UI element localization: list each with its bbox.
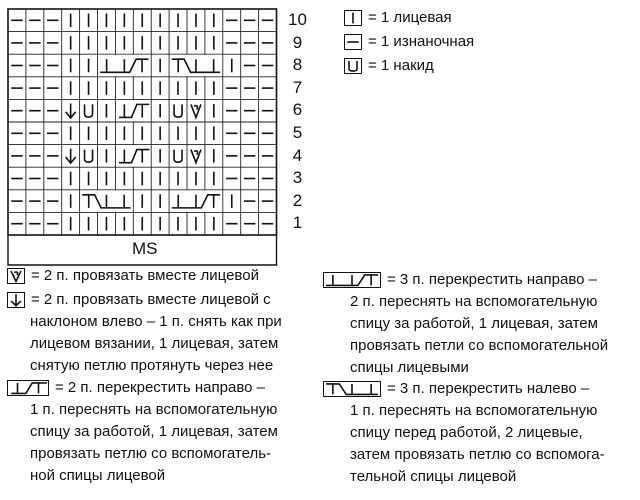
legend-text: = 2 п. провязать вместе лицевой с <box>31 291 271 308</box>
row-number: 1 <box>292 213 303 233</box>
legend-text: спицу перед работой, 2 лицевые, <box>350 424 583 441</box>
legend-text: спицы лицевыми <box>350 359 469 376</box>
legend-text: = 1 лицевая <box>368 9 452 26</box>
legend-text: спицу за работой, 1 лицевая, затем <box>30 423 278 440</box>
row-number: 4 <box>292 145 303 165</box>
yo-symbol-icon <box>344 58 362 74</box>
legend-text: затем провязать петлю со вспомога- <box>350 446 605 463</box>
legend-text: = 2 п. перекрестить направо – <box>55 379 265 396</box>
repeat-label: MS <box>128 239 162 259</box>
legend-text: = 1 изнаночная <box>368 33 475 50</box>
row-number: 2 <box>292 190 303 210</box>
cross3-right-symbol-icon <box>323 272 381 288</box>
legend-text: тельной спицы лицевой <box>350 468 517 485</box>
legend-text: = 3 п. перекрестить направо – <box>387 271 597 288</box>
row-number: 3 <box>292 168 303 188</box>
legend-text: = 3 п. перекрестить налево – <box>387 380 590 397</box>
cross3-left-symbol-icon <box>323 381 381 397</box>
row-number: 6 <box>292 100 303 120</box>
legend-text: 2 п. переснять на вспомогательную <box>350 293 598 310</box>
row-number: 8 <box>292 55 303 75</box>
row-number: 7 <box>292 77 303 97</box>
legend-text: наклоном влево – 1 п. снять как при <box>30 313 282 330</box>
knit-symbol-icon <box>344 10 362 26</box>
legend-text: провязать петлю со вспомогатель- <box>30 445 272 462</box>
cross-stitch-symbol <box>116 100 151 121</box>
row-number: 10 <box>288 10 307 29</box>
legend-text: лицевом вязании, 1 лицевая, затем <box>30 335 279 352</box>
legend-text: 1 п. переснять на вспомогательную <box>350 402 598 419</box>
legend-text: снятую петлю протянуть через нее <box>30 357 274 374</box>
cross-stitch-symbol <box>80 190 133 211</box>
k2tog-left-symbol-icon <box>7 292 25 308</box>
cross2-right-symbol-icon <box>7 380 49 396</box>
cross-stitch-symbol <box>170 55 223 76</box>
row-number: 9 <box>292 32 303 52</box>
cross-stitch-symbol <box>98 55 151 76</box>
legend-text: = 2 п. провязать вместе лицевой <box>31 267 259 284</box>
cross-stitch-symbol <box>116 145 151 166</box>
cross-stitch-symbol <box>170 190 223 211</box>
legend-text: = 1 накид <box>368 57 434 74</box>
legend-text: провязать петли со вспомогательной <box>350 337 609 354</box>
legend-text: 1 п. переснять на вспомогательную <box>30 401 278 418</box>
k2tog-right-symbol-icon <box>7 268 25 284</box>
purl-symbol-icon <box>344 34 362 50</box>
legend-text: ной спицы лицевой <box>30 467 166 484</box>
legend-text: спицу за работой, 1 лицевая, затем <box>350 315 598 332</box>
row-number: 5 <box>292 123 303 142</box>
